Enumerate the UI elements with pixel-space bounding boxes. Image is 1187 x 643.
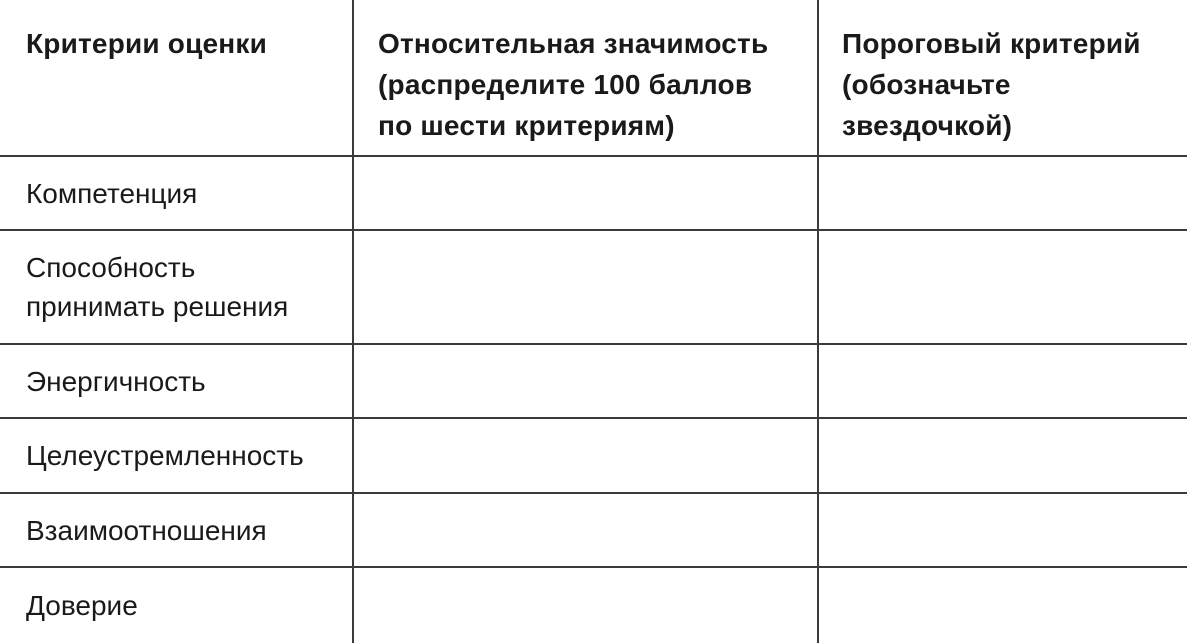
row-threshold-cell[interactable] bbox=[817, 494, 1187, 568]
row-criterion-label: Энергичность bbox=[0, 345, 352, 419]
row-threshold-cell[interactable] bbox=[817, 345, 1187, 419]
row-importance-cell[interactable] bbox=[352, 231, 817, 345]
row-importance-cell[interactable] bbox=[352, 568, 817, 643]
row-threshold-cell[interactable] bbox=[817, 231, 1187, 345]
row-criterion-label: Способность принимать решения bbox=[0, 231, 352, 345]
row-importance-cell[interactable] bbox=[352, 157, 817, 231]
header-threshold-criterion: Пороговый критерий (обозначьте звездочкой) bbox=[817, 0, 1187, 157]
row-importance-cell[interactable] bbox=[352, 419, 817, 494]
row-threshold-cell[interactable] bbox=[817, 568, 1187, 643]
header-relative-importance: Относительная значимость (распределите 100 баллов по шести критериям) bbox=[352, 0, 817, 157]
row-threshold-cell[interactable] bbox=[817, 419, 1187, 494]
row-importance-cell[interactable] bbox=[352, 345, 817, 419]
row-criterion-label: Компетенция bbox=[0, 157, 352, 231]
header-criteria: Критерии оценки bbox=[0, 0, 352, 157]
row-criterion-label: Целеустремленность bbox=[0, 419, 352, 494]
row-criterion-label: Доверие bbox=[26, 590, 138, 621]
row-criterion-label: Взаимоотношения bbox=[0, 494, 352, 568]
row-importance-cell[interactable] bbox=[352, 494, 817, 568]
row-threshold-cell[interactable] bbox=[817, 157, 1187, 231]
